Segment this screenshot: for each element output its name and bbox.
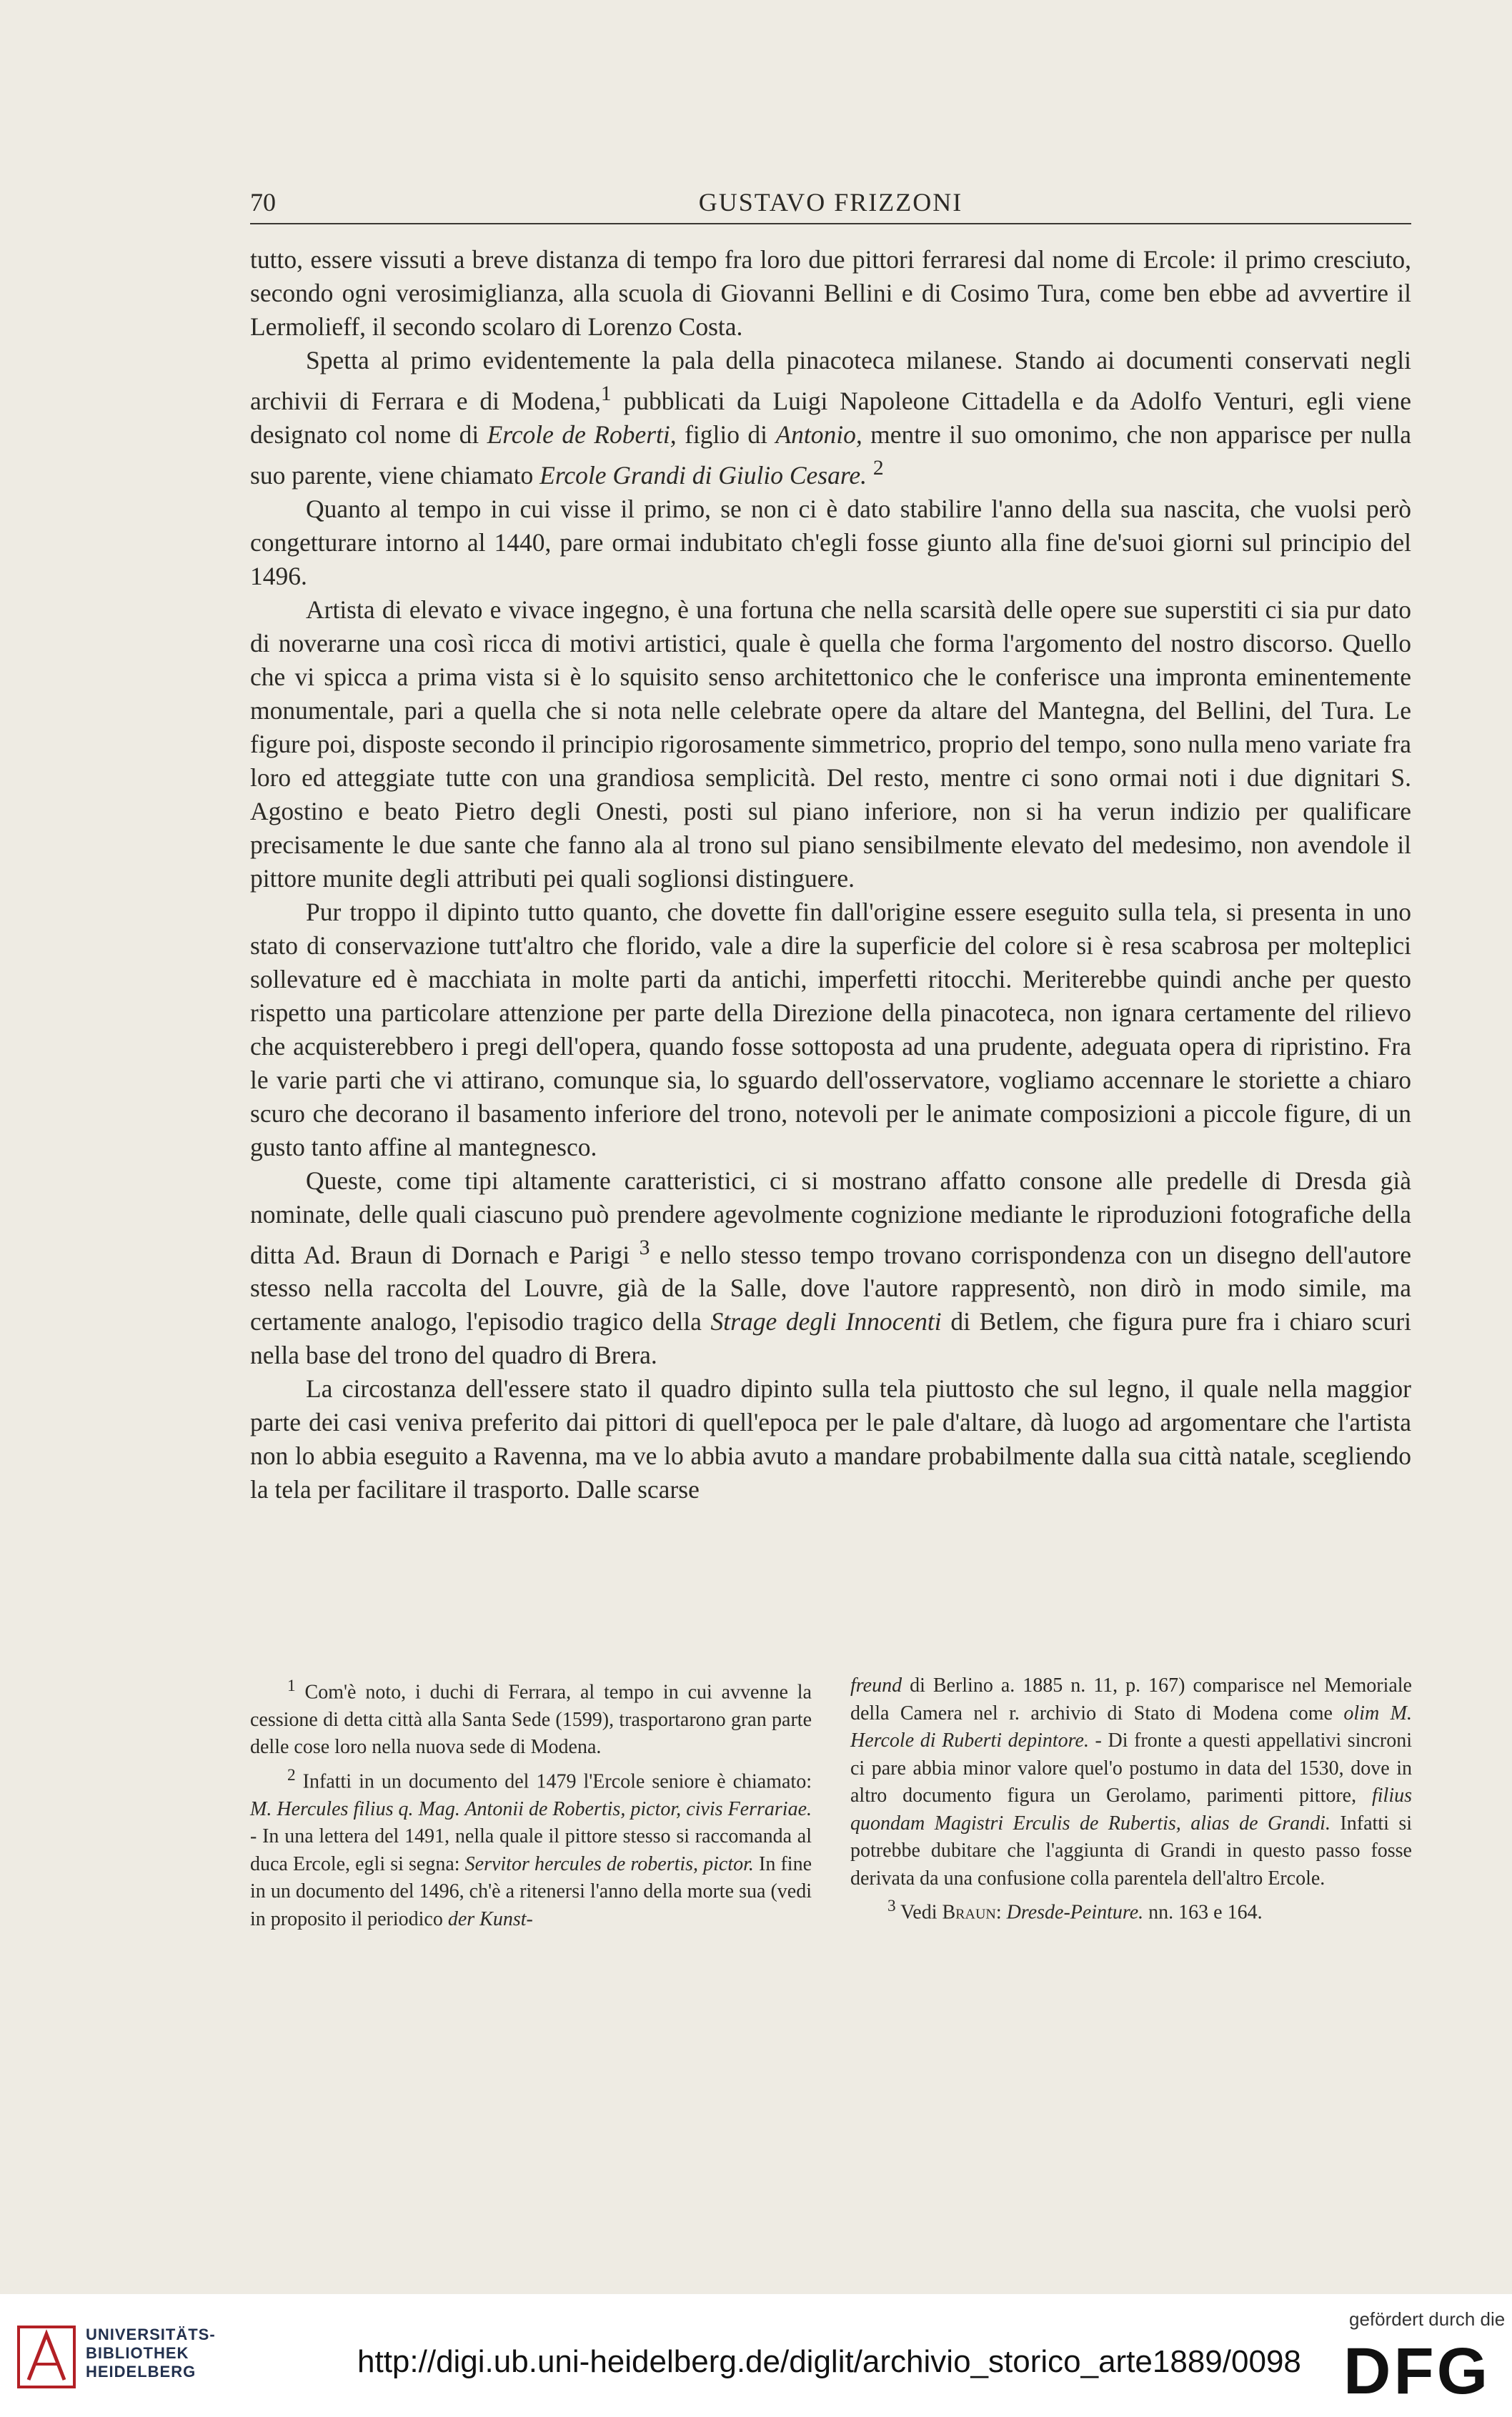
paragraph-3: Quanto al tempo in cui visse il primo, se non ci è dato stabilire l'anno della sua nascita, che vuolsi però congetturare intorno al 1440, pare ormai indubitato ch'egli fosse giunto alla fine de'suoi giorni sul principio del 1496. [250, 494, 1411, 590]
footnote-ref-1: 1 [600, 382, 612, 405]
paragraph-2: Spetta al primo evidentemente la pala della pinacoteca milanese. Stando ai documenti conservati negli archivii di Ferrara e di Modena,$^1$ pubblicati da Luigi Napoleone Cittadella e da Adolfo Venturi, egli viene designato col nome di Ercole de Roberti, figlio di Antonio, mentre il suo omonimo, che non apparisce per nulla suo parente, viene chiamato Ercole Grandi di Giulio Cesare. $^2$ [250, 346, 1411, 490]
university-library-name: UNIVERSITÄTS- BIBLIOTHEK HEIDELBERG [86, 2326, 216, 2381]
paragraph-4: Artista di elevato e vivace ingegno, è una fortuna che nella scarsità delle opere sue superstiti ci sia pur dato di noverarne una così ricca di motivi artistici, quale è quella che forma l'argomento del nostro discorso. Quello che vi spicca a prima vista si è lo squisito senso architettonico che le conferisce una impronta eminentemente monumentale, pari a quella che si nota nelle celebrate opere da altare del Mantegna, del Bellini, del Tura. Le figure poi, disposte secondo il principio rigorosamente simmetrico, proprio del tempo, sono nulla meno variate fra loro ed atteggiate tutte con una grandiosa semplicità. Del resto, mentre ci sono ormai noti i due dignitari S. Agostino e beato Pietro degli Onesti, posti sul piano inferiore, non si ha verun indizio per qualificare precisamente le due sante che fanno ala al trono sul piano sensibilmente elevato del medesimo, non avendole il pittore munite degli attributi pei quali soglionsi distinguere. [250, 595, 1411, 893]
paragraph-5: Pur troppo il dipinto tutto quanto, che dovette fin dall'origine essere eseguito sulla tela, si presenta in uno stato di conservazione tutt'altro che florido, vale a dire la superficie del colore si è resa scabrosa per molteplici sollevature ed è macchiata in molte parti da antichi, imperfetti ritocchi. Meriterebbe quindi anche per questo rispetto una particolare attenzione per parte della Direzione della pinacoteca, non ignara certamente del rilievo che acquisterebbero i pregi dell'opera, quando fosse sottoposta ad una prudente, adeguata opera di ripristino. Fra le varie parti che vi attirano, comunque sia, lo sguardo dell'osservatore, vogliamo accennare le storiette a chiaro scuro che decorano il basamento inferiore del trono, notevoli per le animate composizioni a piccole figure, di un gusto tanto affine al mantegnesco. [250, 897, 1411, 1161]
footnote-ref-3: 3 [639, 1236, 650, 1259]
header-rule [250, 223, 1411, 224]
university-seal-icon [14, 2323, 79, 2391]
footnotes-left-column [250, 1672, 812, 1933]
main-text [250, 243, 1411, 1507]
footnotes-right-column [850, 1672, 1412, 1927]
source-url-link[interactable]: http://digi.ub.uni-heidelberg.de/diglit/archivio_storico_arte1889/0098 [357, 2344, 1301, 2379]
page-number: 70 [250, 188, 276, 217]
footnote-3: $^3$ Vedi Braun: Dresde-Peinture. nn. 163 e 164. [887, 1897, 1263, 1924]
dfg-logo: DFG [1343, 2335, 1491, 2408]
footnote-ref-2: 2 [872, 456, 884, 480]
running-header [250, 182, 1411, 224]
funding-caption: gefördert durch die [1349, 2308, 1506, 2330]
footnote-1: $^1$ Com'è noto, i duchi di Ferrara, al tempo in cui avvenne la cessione di detta città alla Santa Sede (1599), trasportarono gran parte delle cose loro nella nuova sede di Modena. [250, 1677, 812, 1759]
paragraph-6: Queste, come tipi altamente caratteristici, ci si mostrano affatto consone alle predelle di Dresda già nominate, delle quali ciascuno può prendere agevolmente cognizione mediante le riproduzioni fotografiche della ditta Ad. Braun di Dornach e Parigi $^3$ e nello stesso tempo trovano corrispondenza con un disegno dell'autore stesso nella raccolta del Louvre, già de la Salle, dove l'autore rappresentò, non dirò in modo simile, ma certamente analogo, l'episodio tragico della Strage degli Innocenti di Betlem, che figura pure fra i chiaro scuri nella base del trono del quadro di Brera. [250, 1166, 1412, 1370]
paragraph-7: La circostanza dell'essere stato il quadro dipinto sulla tela piuttosto che sul legno, il quale nella maggior parte dei casi veniva preferito dai pittori di quell'epoca per le pale d'altare, dà luogo ad argomentare che l'artista non lo abbia eseguito a Ravenna, ma ve lo abbia avuto a mandare probabilmente dalla sua città natale, scegliendo la tela per facilitare il trasporto. Dalle scarse [250, 1374, 1411, 1504]
footnote-2: $^2$ Infatti in un documento del 1479 l'Ercole seniore è chiamato: M. Hercules filius q. Mag. Antonii de Robertis, pictor, civis Ferrariae. - In una lettera del 1491, nella quale il pittore stesso si raccomanda al duca Ercole, egli si segna: Servitor hercules de robertis, pictor. In fine in un documento del 1496, ch'è a ritenersi l'anno della morte sua (vedi in proposito il periodico der Kunst- [250, 1765, 812, 1930]
digitization-footer [0, 2294, 1512, 2417]
paragraph-1: tutto, essere vissuti a breve distanza di tempo fra loro due pittori ferraresi dal nome di Ercole: il primo cresciuto, secondo ogni verosimiglianza, alla scuola di Giovanni Bellini e di Cosimo Tura, come ben ebbe ad avvertire il Lermolieff, il secondo scolaro di Lorenzo Costa. [250, 245, 1411, 341]
running-title: GUSTAVO FRIZZONI [698, 188, 963, 217]
footnote-2-continued: freund di Berlino a. 1885 n. 11, p. 167) comparisce nel Memoriale della Camera nel r. archivio di Stato di Modena come olim M. Hercole di Ruberti depintore. - Di fronte a questi appellativi sincroni ci pare abbia minor valore quel'o postumo in data del 1530, dove in altro documento figura un Gerolamo, parimenti pittore, filius quondam Magistri Erculis de Rubertis, alias de Grandi. Infatti si potrebbe dubitare che l'aggiunta di Grandi in questo passo fosse derivata da una confusione colla parentela dell'altro Ercole. [850, 1674, 1412, 1890]
